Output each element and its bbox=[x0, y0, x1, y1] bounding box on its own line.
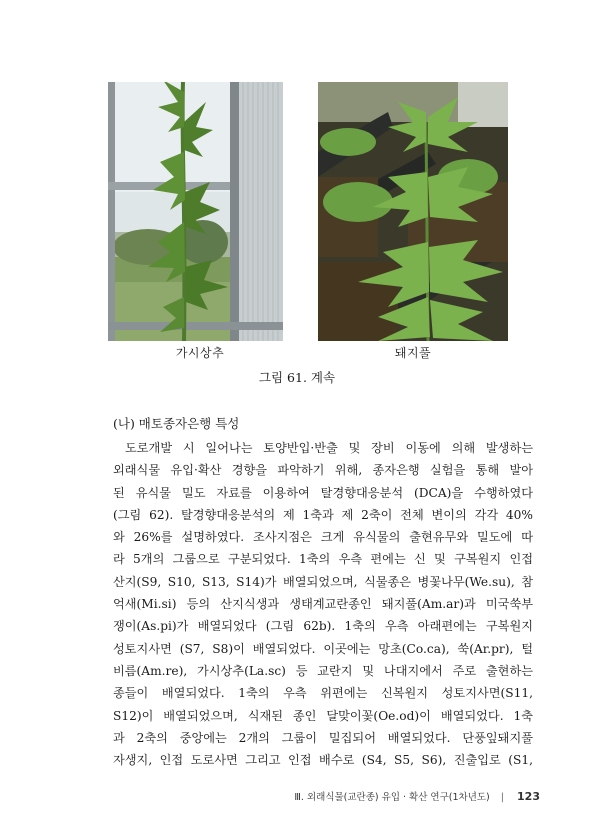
body-paragraph bbox=[113, 437, 533, 771]
photo-prickly-lettuce bbox=[108, 82, 283, 341]
body-line: (그림 62). 탈경향대응분석의 제 1축과 제 2축이 전체 변이의 각각 40% bbox=[113, 507, 533, 522]
body-line: 억새(Mi.si) 등의 산지식생과 생태계교란종인 돼지풀(Am.ar)과 미국쑥부 bbox=[113, 597, 533, 612]
page-footer bbox=[0, 789, 540, 803]
body-line: 쟁이(As.pi)가 배열되었다 (그림 62b). 1축의 우측 아래편에는 구복원지 bbox=[113, 619, 533, 634]
body-line: 자생지, 인접 도로사면 그리고 인접 배수로 (S4, S5, S6), 진출입로 (S1, bbox=[113, 753, 533, 768]
caption-left: 가시상추 bbox=[175, 346, 225, 360]
body-line: S12)이 배열되었으며, 식재된 종인 달맞이꽃(Oe.od)이 배열되었다. 1축 bbox=[113, 708, 533, 723]
prickly-lettuce-image bbox=[108, 82, 283, 341]
figure-title: 그림 61. 계속 bbox=[258, 370, 336, 385]
body-line: 산지(S9, S10, S13, S14)가 배열되었으며, 식물종은 병꽃나무(We.su), 참 bbox=[113, 574, 533, 589]
running-title: Ⅲ. 외래식물(교란종) 유입 · 확산 연구(1차년도) bbox=[294, 792, 490, 803]
body-line: 과 2축의 중앙에는 2개의 그룹이 밀집되어 배열되었다. 단풍잎돼지풀 bbox=[113, 730, 533, 745]
ragweed-image bbox=[318, 82, 508, 341]
page-number: 123 bbox=[517, 790, 540, 803]
body-line: 비름(Am.re), 가시상추(La.sc) 등 교란지 및 나대지에서 주로 출현하는 bbox=[113, 663, 533, 678]
body-line: 라 5개의 그룹으로 구분되었다. 1축의 우측 편에는 신 및 구복원지 인접 bbox=[113, 552, 533, 567]
caption-right: 돼지풀 bbox=[394, 346, 432, 360]
body-line: 종들이 배열되었다. 1축의 우측 위편에는 신복원지 성토지사면(S11, bbox=[113, 686, 533, 701]
body-line: 성토지사면 (S7, S8)이 배열되었다. 이곳에는 망초(Co.ca), 쑥(Ar.pr), 털 bbox=[113, 641, 533, 656]
section-heading: (나) 매토종자은행 특성 bbox=[113, 416, 240, 431]
body-line: 외래식물 유입·확산 경향을 파악하기 위해, 종자은행 실험을 통해 발아 bbox=[113, 463, 533, 478]
body-line: 도로개발 시 일어나는 토양반입·반출 및 장비 이동에 의해 발생하는 bbox=[125, 441, 533, 455]
photo-ragweed bbox=[318, 82, 508, 341]
footer-separator: | bbox=[500, 792, 504, 803]
body-line: 와 26%를 설명하였다. 조사지점은 크게 유식물의 출현유무와 밀도에 따 bbox=[113, 530, 533, 545]
body-line: 된 유식물 밀도 자료를 이용하여 탈경향대응분석 (DCA)을 수행하였다 bbox=[113, 485, 533, 500]
